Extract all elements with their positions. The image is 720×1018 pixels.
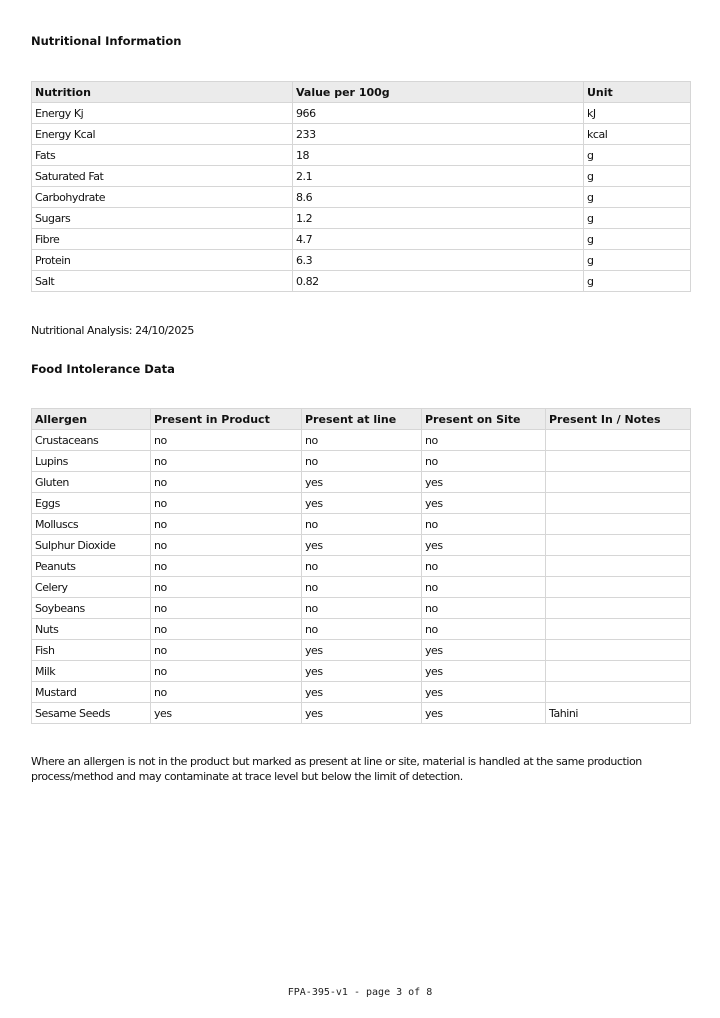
nutrition-heading: Nutritional Information	[31, 34, 182, 48]
table-cell: 18	[293, 145, 584, 166]
table-row	[32, 535, 691, 556]
column-header: Nutrition	[32, 82, 293, 103]
table-cell: Soybeans	[32, 598, 151, 619]
table-row	[32, 514, 691, 535]
table-cell: Sulphur Dioxide	[32, 535, 151, 556]
table-row	[32, 703, 691, 724]
table-cell: g	[584, 250, 691, 271]
table-cell: no	[302, 514, 422, 535]
column-header: Present In / Notes	[546, 409, 691, 430]
table-cell: yes	[302, 703, 422, 724]
table-cell: no	[302, 430, 422, 451]
table-cell: no	[422, 598, 546, 619]
table-cell: Saturated Fat	[32, 166, 293, 187]
table-row	[32, 271, 691, 292]
table-row	[32, 451, 691, 472]
table-cell: no	[151, 682, 302, 703]
table-cell	[546, 472, 691, 493]
table-cell: Gluten	[32, 472, 151, 493]
table-cell: 8.6	[293, 187, 584, 208]
table-cell: yes	[422, 493, 546, 514]
column-header: Allergen	[32, 409, 151, 430]
table-cell: no	[151, 535, 302, 556]
table-cell: no	[151, 661, 302, 682]
table-cell: 2.1	[293, 166, 584, 187]
table-cell: no	[302, 598, 422, 619]
table-cell: yes	[302, 535, 422, 556]
table-cell: yes	[422, 703, 546, 724]
table-cell	[546, 682, 691, 703]
table-cell: yes	[302, 682, 422, 703]
table-header-row	[32, 409, 691, 430]
table-cell	[546, 577, 691, 598]
table-cell: no	[151, 451, 302, 472]
table-cell: no	[422, 451, 546, 472]
table-cell: no	[151, 556, 302, 577]
table-cell: Crustaceans	[32, 430, 151, 451]
table-cell: yes	[302, 661, 422, 682]
table-cell: kcal	[584, 124, 691, 145]
table-row	[32, 166, 691, 187]
table-cell: Eggs	[32, 493, 151, 514]
table-cell: yes	[422, 535, 546, 556]
table-cell	[546, 640, 691, 661]
table-cell: no	[151, 514, 302, 535]
table-cell: Energy Kj	[32, 103, 293, 124]
table-cell: g	[584, 271, 691, 292]
table-cell: g	[584, 229, 691, 250]
table-row	[32, 556, 691, 577]
table-cell: Tahini	[546, 703, 691, 724]
table-cell: no	[422, 514, 546, 535]
table-row	[32, 103, 691, 124]
table-cell: no	[422, 577, 546, 598]
table-cell: 4.7	[293, 229, 584, 250]
table-cell: kJ	[584, 103, 691, 124]
table-cell: yes	[151, 703, 302, 724]
table-row	[32, 124, 691, 145]
table-cell: Mustard	[32, 682, 151, 703]
table-row	[32, 187, 691, 208]
table-row	[32, 682, 691, 703]
table-cell: yes	[422, 472, 546, 493]
table-cell: yes	[422, 661, 546, 682]
table-cell: yes	[422, 682, 546, 703]
table-cell	[546, 514, 691, 535]
table-cell	[546, 493, 691, 514]
table-cell: g	[584, 166, 691, 187]
intolerance-heading: Food Intolerance Data	[31, 362, 175, 376]
table-row	[32, 430, 691, 451]
table-cell	[546, 451, 691, 472]
table-cell: 6.3	[293, 250, 584, 271]
table-cell: no	[151, 577, 302, 598]
table-cell: Nuts	[32, 619, 151, 640]
table-cell: Energy Kcal	[32, 124, 293, 145]
table-cell: Celery	[32, 577, 151, 598]
intolerance-table	[31, 408, 691, 724]
table-cell: Molluscs	[32, 514, 151, 535]
column-header: Value per 100g	[293, 82, 584, 103]
column-header: Unit	[584, 82, 691, 103]
table-cell: no	[302, 619, 422, 640]
table-row	[32, 229, 691, 250]
table-header-row	[32, 82, 691, 103]
allergen-disclaimer: Where an allergen is not in the product but marked as present at line or site, material is handled at the same production process/method and may contaminate at trace level but below the limit of detection.	[31, 755, 642, 783]
table-cell: no	[422, 556, 546, 577]
table-cell: Sugars	[32, 208, 293, 229]
nutrition-table	[31, 81, 691, 292]
column-header: Present on Site	[422, 409, 546, 430]
table-row	[32, 598, 691, 619]
table-cell: no	[302, 577, 422, 598]
table-cell: Milk	[32, 661, 151, 682]
table-cell: g	[584, 187, 691, 208]
page-footer: FPA-395-v1 - page 3 of 8	[287, 987, 433, 998]
table-cell: no	[302, 451, 422, 472]
table-cell: yes	[302, 493, 422, 514]
table-cell: Salt	[32, 271, 293, 292]
table-cell: no	[302, 556, 422, 577]
table-cell: no	[151, 430, 302, 451]
table-cell	[546, 556, 691, 577]
column-header: Present at line	[302, 409, 422, 430]
table-cell	[546, 598, 691, 619]
table-cell: 233	[293, 124, 584, 145]
table-row	[32, 661, 691, 682]
table-row	[32, 577, 691, 598]
table-row	[32, 640, 691, 661]
table-cell: Protein	[32, 250, 293, 271]
table-cell: Fibre	[32, 229, 293, 250]
table-cell: Sesame Seeds	[32, 703, 151, 724]
table-cell: no	[151, 493, 302, 514]
table-cell: no	[151, 640, 302, 661]
table-cell: no	[422, 619, 546, 640]
table-cell	[546, 661, 691, 682]
table-row	[32, 250, 691, 271]
table-row	[32, 472, 691, 493]
table-row	[32, 493, 691, 514]
table-cell: g	[584, 145, 691, 166]
nutritional-analysis-note: Nutritional Analysis: 24/10/2025	[31, 324, 194, 337]
table-cell: no	[151, 619, 302, 640]
table-cell	[546, 619, 691, 640]
table-cell: Fish	[32, 640, 151, 661]
table-cell: 0.82	[293, 271, 584, 292]
table-cell: no	[151, 598, 302, 619]
table-cell	[546, 430, 691, 451]
table-cell: yes	[302, 472, 422, 493]
column-header: Present in Product	[151, 409, 302, 430]
table-cell: 1.2	[293, 208, 584, 229]
table-cell	[546, 535, 691, 556]
table-row	[32, 145, 691, 166]
table-row	[32, 208, 691, 229]
table-row	[32, 619, 691, 640]
table-cell: Lupins	[32, 451, 151, 472]
table-cell: Fats	[32, 145, 293, 166]
table-cell: Carbohydrate	[32, 187, 293, 208]
table-cell: 966	[293, 103, 584, 124]
table-cell: no	[151, 472, 302, 493]
table-cell: no	[422, 430, 546, 451]
table-cell: yes	[302, 640, 422, 661]
table-cell: yes	[422, 640, 546, 661]
table-cell: Peanuts	[32, 556, 151, 577]
table-cell: g	[584, 208, 691, 229]
